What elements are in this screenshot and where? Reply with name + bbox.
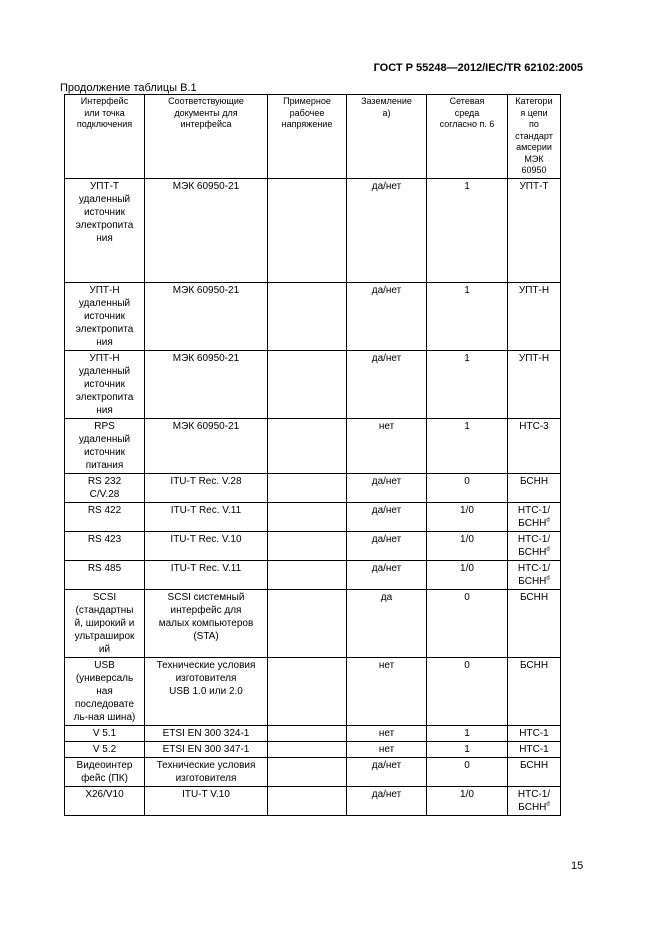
cell-documents-text: ITU-T Rec. V.11 xyxy=(170,505,242,516)
table-row xyxy=(65,351,561,419)
cell-grounding-text: да/нет xyxy=(371,353,402,364)
cell-documents-text: ETSI EN 300 347-1 xyxy=(162,744,250,755)
cell-interface-text: USB (универсаль ная последовате ль-ная шина) xyxy=(73,660,136,723)
header-circuit-category: Категори я цепи по стандарт амсерии МЭК 60950 xyxy=(508,95,561,179)
cell-voltage xyxy=(268,179,347,283)
cell-circuit-category xyxy=(508,283,561,351)
cell-grounding-text: да/нет xyxy=(371,181,402,192)
cell-network-env xyxy=(427,742,508,758)
cell-voltage xyxy=(268,590,347,658)
cell-interface-text: RS 232 C/V.28 xyxy=(87,476,122,500)
cell-voltage xyxy=(268,742,347,758)
cell-documents-text: ETSI EN 300 324-1 xyxy=(162,728,250,739)
cell-grounding-text: да/нет xyxy=(371,789,402,800)
document-header: ГОСТ Р 55248—2012/IEC/TR 62102:2005 xyxy=(373,62,583,74)
cell-circuit-category-text: НТС-1 xyxy=(519,728,549,739)
cell-voltage xyxy=(268,503,347,532)
cell-grounding xyxy=(347,590,427,658)
cell-grounding-text: да/нет xyxy=(371,476,402,487)
cell-documents xyxy=(145,503,268,532)
table-row xyxy=(65,179,561,283)
cell-network-env-text: 1 xyxy=(464,181,470,192)
cell-voltage xyxy=(268,726,347,742)
cell-network-env xyxy=(427,532,508,561)
cell-circuit-category xyxy=(508,179,561,283)
cell-network-env-text: 1 xyxy=(464,421,470,432)
table-caption: Продолжение таблицы B.1 xyxy=(60,82,197,94)
cell-network-env-text: 1 xyxy=(464,353,470,364)
cell-circuit-category xyxy=(508,758,561,787)
table-row xyxy=(65,758,561,787)
cell-documents xyxy=(145,726,268,742)
footnote-marker: d xyxy=(546,801,550,808)
cell-interface xyxy=(65,474,145,503)
cell-interface xyxy=(65,419,145,474)
cell-network-env-text: 1/0 xyxy=(460,789,474,800)
cell-interface xyxy=(65,658,145,726)
cell-interface xyxy=(65,787,145,816)
cell-circuit-category-text: БСНН xyxy=(519,476,549,487)
cell-network-env-text: 1/0 xyxy=(460,534,474,545)
cell-network-env xyxy=(427,658,508,726)
cell-circuit-category-text: НТС-1 xyxy=(519,744,549,755)
cell-circuit-category xyxy=(508,590,561,658)
cell-interface xyxy=(65,726,145,742)
cell-network-env-text: 1 xyxy=(464,285,470,296)
cell-network-env-text: 0 xyxy=(464,592,470,603)
cell-circuit-category-text: БСНН xyxy=(519,760,549,771)
cell-voltage xyxy=(268,474,347,503)
cell-grounding xyxy=(347,474,427,503)
cell-network-env xyxy=(427,590,508,658)
header-documents: Соответствующие документы для интерфейса xyxy=(145,95,268,179)
cell-documents-text: SCSI системный интерфейс для малых компьютеров (STA) xyxy=(158,592,254,642)
cell-interface xyxy=(65,590,145,658)
cell-interface-text: V 5.1 xyxy=(92,728,117,739)
cell-network-env-text: 0 xyxy=(464,660,470,671)
table-row xyxy=(65,474,561,503)
cell-circuit-category-text: НТС-1/ БСНН xyxy=(517,789,551,813)
cell-grounding-text: нет xyxy=(378,660,395,671)
cell-circuit-category xyxy=(508,474,561,503)
cell-circuit-category-text: БСНН xyxy=(519,660,549,671)
cell-grounding-text: да/нет xyxy=(371,534,402,545)
table-row xyxy=(65,532,561,561)
cell-grounding xyxy=(347,179,427,283)
cell-grounding xyxy=(347,658,427,726)
cell-interface xyxy=(65,561,145,590)
interfaces-table xyxy=(64,94,561,816)
cell-circuit-category xyxy=(508,787,561,816)
cell-grounding xyxy=(347,726,427,742)
cell-interface xyxy=(65,532,145,561)
cell-grounding-text: нет xyxy=(378,744,395,755)
cell-circuit-category xyxy=(508,419,561,474)
cell-interface-text: УПТ-Т удаленный источник электропита ния xyxy=(75,181,134,244)
table-row xyxy=(65,283,561,351)
cell-documents xyxy=(145,758,268,787)
cell-interface-text: V 5.2 xyxy=(92,744,117,755)
table-row xyxy=(65,590,561,658)
cell-voltage xyxy=(268,787,347,816)
cell-circuit-category-text: УПТ-Н xyxy=(518,285,550,296)
cell-voltage xyxy=(268,283,347,351)
footnote-marker: d xyxy=(546,546,550,553)
cell-grounding xyxy=(347,758,427,787)
cell-documents xyxy=(145,283,268,351)
table-row xyxy=(65,419,561,474)
cell-documents xyxy=(145,532,268,561)
cell-network-env-text: 1 xyxy=(464,728,470,739)
table-row xyxy=(65,658,561,726)
cell-documents-text: Технические условия изготовителя xyxy=(156,760,256,784)
cell-grounding-text: да/нет xyxy=(371,505,402,516)
cell-interface xyxy=(65,758,145,787)
cell-voltage xyxy=(268,532,347,561)
cell-circuit-category-text: УПТ-Т xyxy=(519,181,549,192)
cell-grounding xyxy=(347,419,427,474)
cell-documents xyxy=(145,419,268,474)
cell-documents-text: МЭК 60950-21 xyxy=(172,285,240,296)
cell-documents-text: ITU-T Rec. V.10 xyxy=(170,534,242,545)
cell-network-env-text: 1 xyxy=(464,744,470,755)
cell-circuit-category xyxy=(508,726,561,742)
cell-interface-text: RPS удаленный источник питания xyxy=(78,421,131,471)
cell-documents xyxy=(145,742,268,758)
cell-documents xyxy=(145,590,268,658)
cell-circuit-category xyxy=(508,503,561,532)
cell-documents xyxy=(145,561,268,590)
cell-grounding-text: да/нет xyxy=(371,285,402,296)
cell-circuit-category xyxy=(508,658,561,726)
cell-circuit-category-text: НТС-1/ БСНН xyxy=(517,505,551,529)
table-row xyxy=(65,787,561,816)
cell-documents-text: МЭК 60950-21 xyxy=(172,181,240,192)
cell-circuit-category xyxy=(508,351,561,419)
cell-interface xyxy=(65,742,145,758)
cell-grounding-text: да/нет xyxy=(371,563,402,574)
cell-documents xyxy=(145,351,268,419)
header-network-env: Сетевая среда согласно п. 6 xyxy=(427,95,508,179)
cell-network-env xyxy=(427,758,508,787)
header-voltage: Примерное рабочее напряжение xyxy=(268,95,347,179)
cell-circuit-category xyxy=(508,532,561,561)
cell-grounding-text: да/нет xyxy=(371,760,402,771)
page-number: 15 xyxy=(571,860,584,872)
cell-voltage xyxy=(268,658,347,726)
cell-network-env xyxy=(427,561,508,590)
table-row xyxy=(65,503,561,532)
cell-grounding xyxy=(347,787,427,816)
cell-interface-text: УПТ-Н удаленный источник электропита ния xyxy=(75,353,134,416)
cell-documents-text: ITU-T Rec. V.11 xyxy=(170,563,242,574)
cell-network-env xyxy=(427,503,508,532)
cell-network-env xyxy=(427,179,508,283)
cell-network-env-text: 0 xyxy=(464,760,470,771)
cell-voltage xyxy=(268,351,347,419)
cell-documents-text: ITU-T V.10 xyxy=(182,789,230,800)
cell-grounding xyxy=(347,351,427,419)
cell-documents-text: МЭК 60950-21 xyxy=(172,421,240,432)
cell-voltage xyxy=(268,758,347,787)
cell-grounding-text: да xyxy=(380,592,393,603)
table-row xyxy=(65,742,561,758)
cell-circuit-category-text: УПТ-Н xyxy=(518,353,550,364)
cell-circuit-category-text: НТС-1/ БСНН xyxy=(517,563,551,587)
cell-documents xyxy=(145,179,268,283)
cell-grounding xyxy=(347,532,427,561)
cell-grounding xyxy=(347,283,427,351)
cell-interface-text: УПТ-Н удаленный источник электропита ния xyxy=(75,285,134,348)
cell-network-env xyxy=(427,474,508,503)
cell-interface-text: SCSI (стандартны й, широкий и ультраширок ий xyxy=(74,592,135,655)
cell-network-env-text: 1/0 xyxy=(460,505,474,516)
cell-interface-text: RS 422 xyxy=(87,505,122,516)
cell-network-env xyxy=(427,419,508,474)
cell-circuit-category xyxy=(508,561,561,590)
cell-documents xyxy=(145,658,268,726)
cell-network-env xyxy=(427,351,508,419)
cell-circuit-category xyxy=(508,742,561,758)
cell-interface xyxy=(65,179,145,283)
cell-circuit-category-text: НТС-1/ БСНН xyxy=(517,534,551,558)
cell-documents-text: ITU-T Rec. V.28 xyxy=(170,476,242,487)
footnote-marker: d xyxy=(546,575,550,582)
header-grounding: Заземление a) xyxy=(347,95,427,179)
cell-circuit-category-text: НТС-3 xyxy=(519,421,549,432)
cell-network-env xyxy=(427,726,508,742)
header-interface: Интерфейс или точка подключения xyxy=(65,95,145,179)
cell-documents-text: МЭК 60950-21 xyxy=(172,353,240,364)
cell-documents-text: Технические условия изготовителя USB 1.0 или 2.0 xyxy=(156,660,256,697)
table-row xyxy=(65,561,561,590)
cell-interface xyxy=(65,503,145,532)
cell-interface-text: Видеоинтер фейс (ПК) xyxy=(76,760,133,784)
cell-interface-text: RS 485 xyxy=(87,563,122,574)
cell-network-env-text: 1/0 xyxy=(460,563,474,574)
table-row xyxy=(65,726,561,742)
cell-grounding-text: нет xyxy=(378,421,395,432)
footnote-marker: d xyxy=(546,517,550,524)
cell-circuit-category-text: БСНН xyxy=(519,592,549,603)
cell-grounding-text: нет xyxy=(378,728,395,739)
cell-voltage xyxy=(268,419,347,474)
table-header-row xyxy=(65,95,561,179)
cell-interface-text: X26/V10 xyxy=(85,789,124,800)
cell-interface xyxy=(65,283,145,351)
cell-network-env-text: 0 xyxy=(464,476,470,487)
cell-network-env xyxy=(427,787,508,816)
cell-voltage xyxy=(268,561,347,590)
cell-grounding xyxy=(347,503,427,532)
cell-interface xyxy=(65,351,145,419)
cell-documents xyxy=(145,787,268,816)
cell-documents xyxy=(145,474,268,503)
cell-grounding xyxy=(347,561,427,590)
cell-interface-text: RS 423 xyxy=(87,534,122,545)
cell-network-env xyxy=(427,283,508,351)
cell-grounding xyxy=(347,742,427,758)
